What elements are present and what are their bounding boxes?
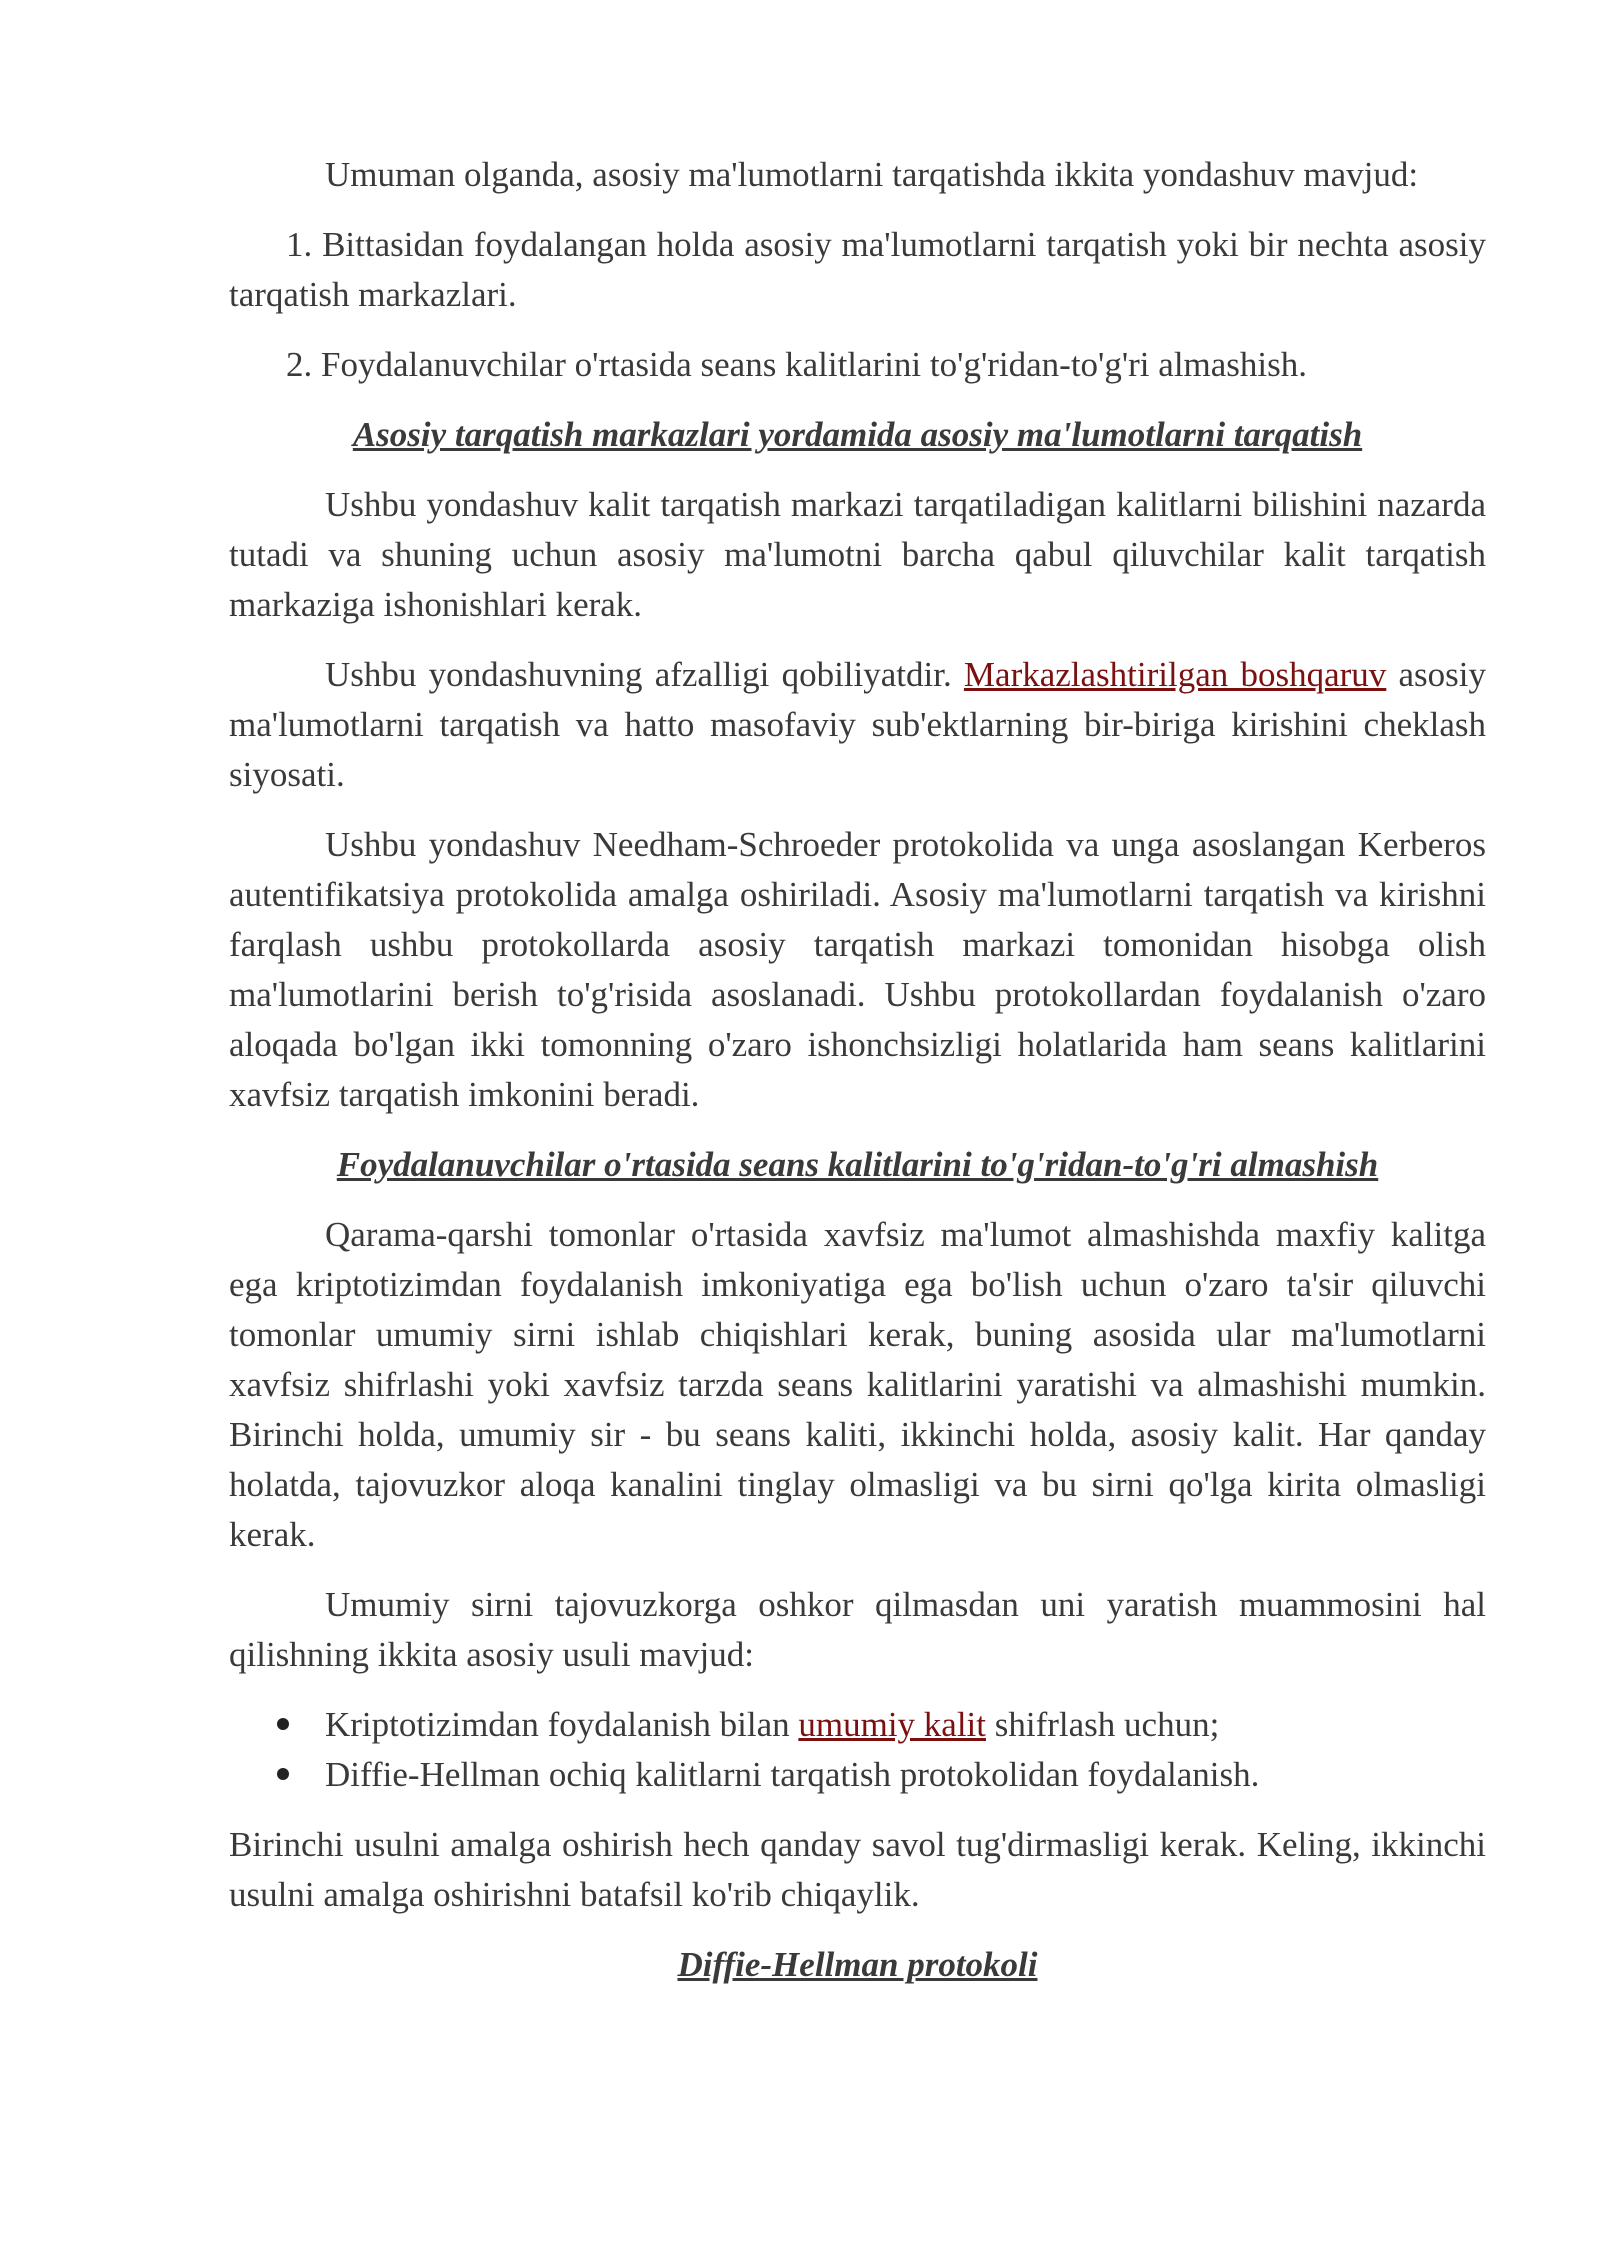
- list-item-text-after: shifrlash uchun;: [986, 1705, 1220, 1744]
- list-item-text: Diffie-Hellman ochiq kalitlarni tarqatish protokolidan foydalanish.: [325, 1755, 1260, 1794]
- document-page: [229, 150, 1486, 2010]
- link-umumiy-kalit[interactable]: umumiy kalit: [798, 1705, 987, 1744]
- paragraph-advantage: [229, 650, 1486, 800]
- paragraph-kdc-approach: Ushbu yondashuv kalit tarqatish markazi tarqatiladigan kalitlarni bilishini nazarda tutadi va shuning uchun asosiy ma'lumotni barcha qabul qiluvchilar kalit tarqatish markaziga ishonishlari kerak.: [229, 485, 1486, 624]
- paragraph-shared-secret: Qarama-qarshi tomonlar o'rtasida xavfsiz ma'lumot almashishda maxfiy kalitga ega kriptotizimdan foydalanish imkoniyatiga ega bo'lish uchun o'zaro ta'sir qiluvchi tomonlar umumiy sirni ishlab chiqishlari kerak, buning asosida ular ma'lumotlarni xavfsiz shifrlashi yoki xavfsiz tarzda seans kalitlarini yaratishi va almashishi mumkin. Birinchi holda, umumiy sir - bu seans kaliti, ikkinchi holda, asosiy kalit. Har qanday holatda, tajovuzkor aloqa kanalini tinglay olmasligi va bu sirni qo'lga kirita olmasligi kerak.: [229, 1215, 1486, 1554]
- paragraph-advantage-text-before: Ushbu yondashuvning afzalligi qobiliyatdir.: [325, 655, 964, 694]
- intro-paragraph: Umuman olganda, asosiy ma'lumotlarni tarqatishda ikkita yondashuv mavjud:: [325, 155, 1419, 194]
- link-markazlashtirilgan-boshqaruv[interactable]: Markazlashtirilgan boshqaruv: [963, 655, 1387, 694]
- methods-list: [229, 1700, 1486, 1800]
- list-item-text-before: Kriptotizimdan foydalanish bilan: [325, 1705, 799, 1744]
- list-item: [229, 1700, 1486, 1750]
- section-heading-kdc: Asosiy tarqatish markazlari yordamida asosiy ma'lumotlarni tarqatish: [352, 415, 1363, 454]
- numbered-item-2: 2. Foydalanuvchilar o'rtasida seans kalitlarini to'g'ridan-to'g'ri almashish.: [286, 345, 1308, 384]
- bullet-icon: [277, 1718, 289, 1730]
- list-item: [229, 1750, 1486, 1800]
- bullet-icon: [277, 1768, 289, 1780]
- paragraph-advantage-text-after: asosiy ma'lumotlarni tarqatish va hatto masofaviy sub'ektlarning bir-biriga kirishini cheklash siyosati.: [229, 655, 1487, 794]
- section-heading-diffie-hellman: Diffie-Hellman protokoli: [677, 1945, 1038, 1984]
- section-heading-direct-exchange: Foydalanuvchilar o'rtasida seans kalitlarini to'g'ridan-to'g'ri almashish: [336, 1145, 1379, 1184]
- paragraph-first-method: Birinchi usulni amalga oshirish hech qanday savol tug'dirmasligi kerak. Keling, ikkinchi usulni amalga oshirishni batafsil ko'rib chiqaylik.: [229, 1825, 1486, 1914]
- paragraph-kerberos: Ushbu yondashuv Needham-Schroeder protokolida va unga asoslangan Kerberos autentifikatsiya protokolida amalga oshiriladi. Asosiy ma'lumotlarni tarqatish va kirishni farqlash ushbu protokollarda asosiy tarqatish markazi tomonidan hisobga olish ma'lumotlarini berish to'g'risida asoslanadi. Ushbu protokollardan foydalanish o'zaro aloqada bo'lgan ikki tomonning o'zaro ishonchsizligi holatlarida ham seans kalitlarini xavfsiz tarqatish imkonini beradi.: [229, 825, 1486, 1114]
- numbered-item-1: 1. Bittasidan foydalangan holda asosiy ma'lumotlarni tarqatish yoki bir nechta asosiy tarqatish markazlari.: [229, 225, 1486, 314]
- paragraph-two-methods: Umumiy sirni tajovuzkorga oshkor qilmasdan uni yaratish muammosini hal qilishning ikkita asosiy usuli mavjud:: [229, 1585, 1486, 1674]
